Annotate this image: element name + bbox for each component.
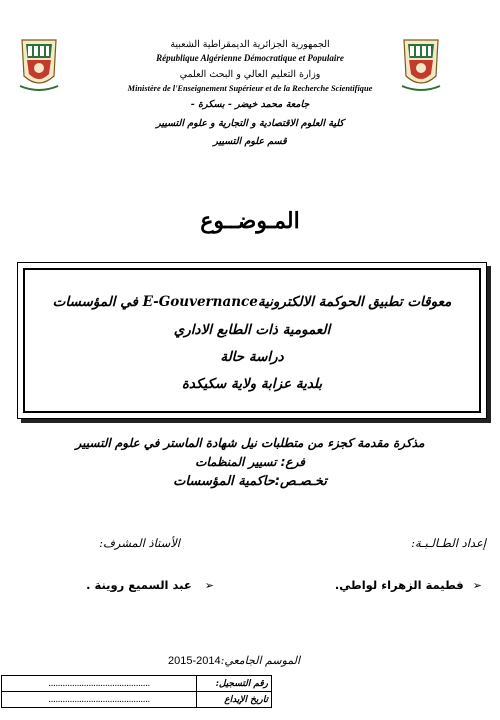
student-entry bbox=[335, 574, 482, 593]
case-study-subject: بلدية عزابة ولاية سكيكدة bbox=[181, 376, 323, 392]
academic-year-label: الموسم الجامعي: bbox=[220, 654, 301, 667]
arrow-bullet-icon: ➢ bbox=[204, 579, 214, 592]
deposit-date-value: ........................................... bbox=[2, 692, 197, 708]
faculty-name: كلية العلوم الاقتصادية و التجارية و علوم التسيير bbox=[156, 118, 344, 129]
students-label: إعداد الطـالـبـة: bbox=[411, 536, 486, 550]
title-inner-border bbox=[23, 268, 481, 413]
student-name: فطيمة الزهراء لواطي. bbox=[334, 578, 464, 592]
thesis-title-line-2: العمومية ذات الطابع الاداري bbox=[173, 322, 331, 338]
supervisor-name: عبد السميع روينة . bbox=[86, 578, 192, 592]
department-name: قسم علوم التسيير bbox=[213, 136, 287, 147]
university-name: جامعة محمد خيضر - بسكرة - bbox=[190, 99, 310, 110]
specialization-line: تخـصـص:حاكمية المؤسسات bbox=[173, 474, 327, 489]
academic-year-line bbox=[168, 649, 300, 668]
case-study-label: دراسة حالة bbox=[220, 349, 284, 365]
registration-number-value: ........................................... bbox=[2, 676, 197, 692]
republic-name-french: République Algérienne Démocratique et Populaire bbox=[156, 53, 344, 63]
academic-year-value: 2015-2014 bbox=[168, 655, 221, 667]
supervisor-label: الأستاذ المشرف: bbox=[99, 536, 180, 550]
thesis-title-line-1: معوقات تطبيق الحوكمة الالكترونيةE-Gouvernance في المؤسسات bbox=[52, 294, 452, 310]
title-frame bbox=[17, 262, 487, 419]
registration-table bbox=[1, 675, 272, 708]
table-row bbox=[2, 692, 272, 708]
branch-line: فرع: تسيير المنظمات bbox=[195, 455, 305, 469]
arrow-bullet-icon: ➢ bbox=[472, 579, 482, 592]
republic-name-arabic: الجمهورية الجزائرية الديمقراطية الشعبية bbox=[170, 39, 330, 50]
deposit-date-label: تاريخ الإيداع bbox=[197, 692, 272, 708]
memo-description: مذكرة مقدمة كجزء من متطلبات نيل شهادة الماستر في علوم التسيير bbox=[75, 436, 425, 450]
registration-number-label: رقم التسجيل: bbox=[197, 676, 272, 692]
ministry-name-french: Ministère de l'Enseignement Supérieur et de la Recherche Scientifique bbox=[127, 84, 373, 93]
ministry-name-arabic: وزارة التعليم العالي و البحث العلمي bbox=[179, 69, 321, 80]
table-row bbox=[2, 676, 272, 692]
subject-heading: المـوضــوع bbox=[200, 208, 300, 234]
supervisor-entry bbox=[86, 574, 214, 593]
